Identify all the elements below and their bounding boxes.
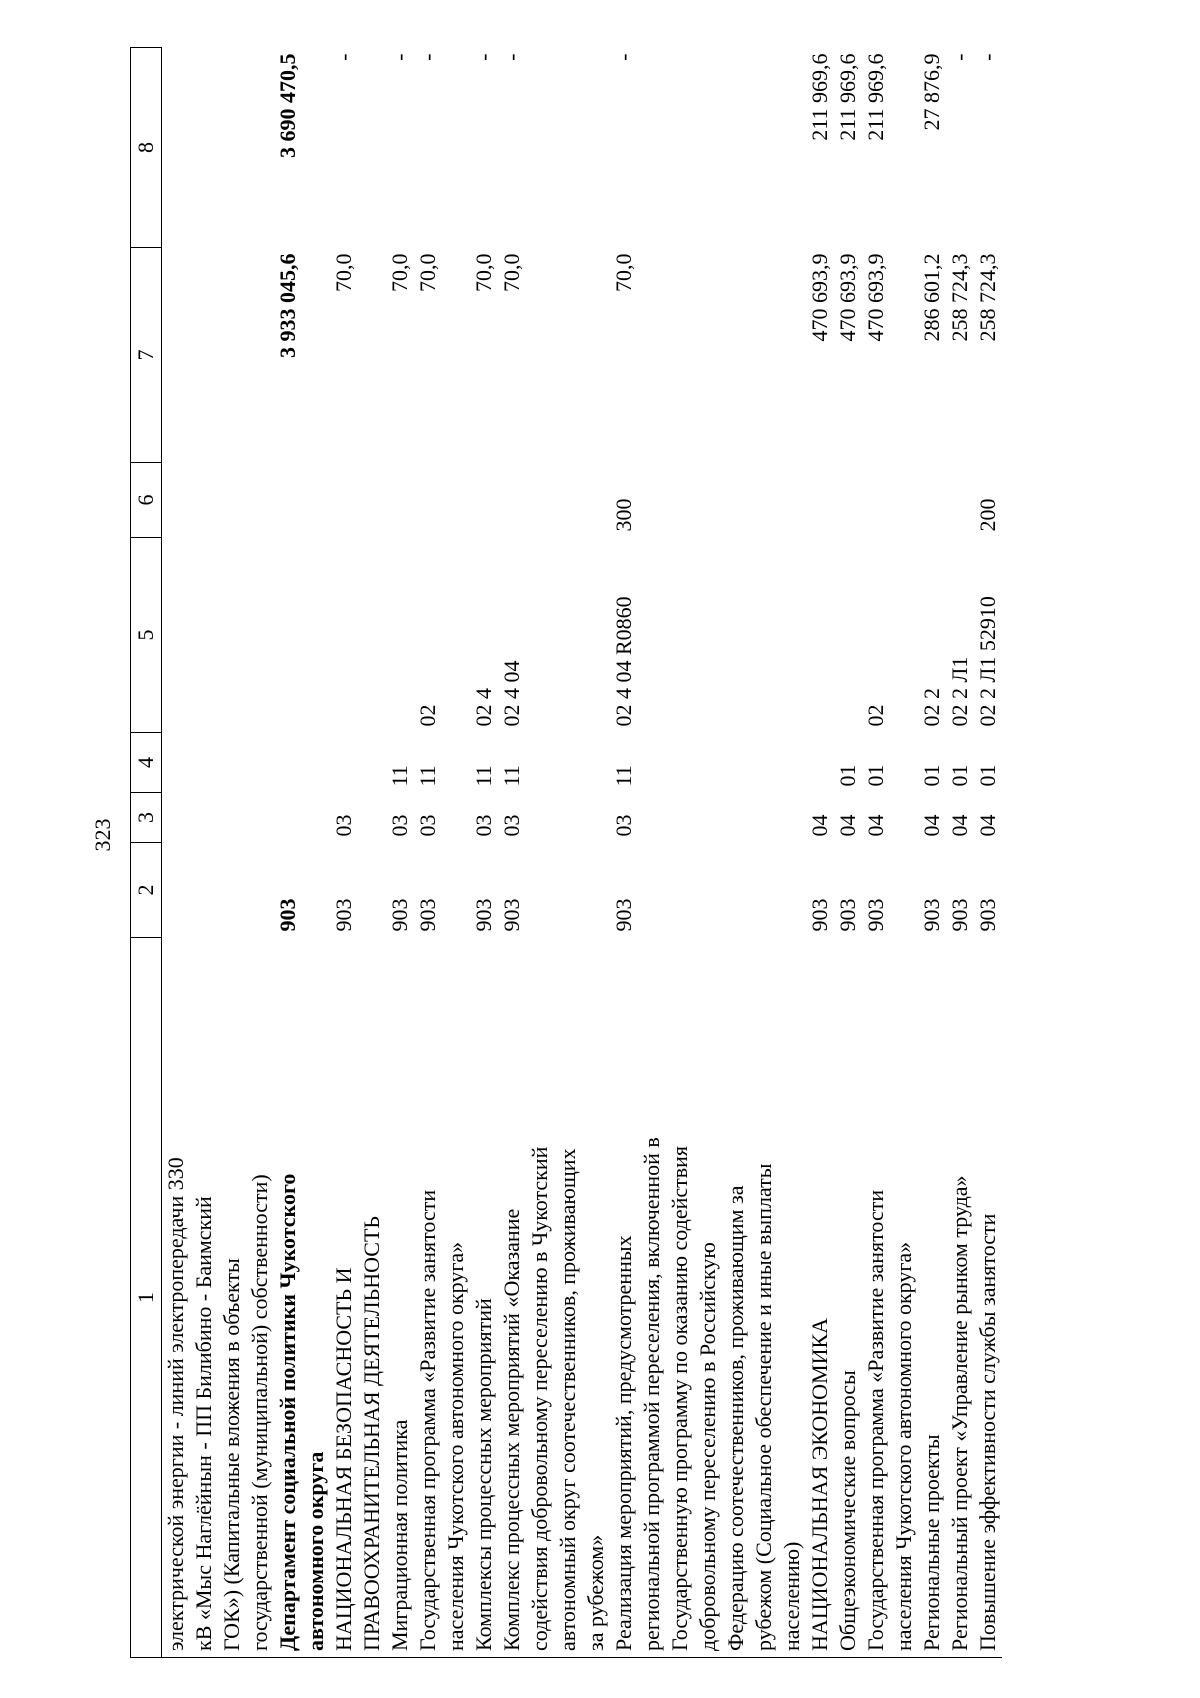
cell-c2: 903 (863, 898, 888, 932)
cell-c3 (526, 793, 554, 843)
cell-c4 (442, 733, 470, 793)
table-row (666, 48, 694, 1658)
row-label: кВ «Мыс Наглёйнын - ПП Билибино - Баимский (190, 938, 218, 1658)
column-header-6: 6 (131, 463, 162, 538)
row-label: региональной программой переселения, включенной в (638, 938, 666, 1658)
cell-c4 (162, 733, 191, 793)
cell-c5 (274, 538, 302, 733)
cell-c3: 04 (835, 814, 860, 837)
cell-c6 (582, 463, 610, 538)
cell-c2: 903 (919, 898, 944, 932)
cell-c8 (246, 48, 274, 248)
table-row (834, 48, 862, 1658)
column-header-4: 4 (131, 733, 162, 793)
cell-c2 (638, 843, 666, 938)
row-label: Федерацию соотечественников, проживающим за (722, 938, 750, 1658)
cell-c8: - (611, 53, 636, 61)
cell-c4 (890, 733, 918, 793)
row-label: Департамент социальной политики Чукотского (274, 938, 302, 1658)
cell-c4 (750, 733, 778, 793)
cell-c8: - (499, 53, 524, 61)
table-row (190, 48, 218, 1658)
table-header (131, 48, 162, 1658)
row-label: добровольному переселению в Российскую (694, 938, 722, 1658)
cell-c2: 903 (499, 898, 524, 932)
cell-c2 (358, 843, 386, 938)
table-row (778, 48, 806, 1658)
cell-c5 (722, 538, 750, 733)
row-label: автономный округ соотечественников, проживающих (554, 938, 582, 1658)
row-label: Региональные проекты (918, 938, 946, 1658)
cell-c6 (918, 463, 946, 538)
cell-c5 (554, 538, 582, 733)
cell-c5 (386, 538, 414, 733)
cell-c6 (190, 463, 218, 538)
cell-c2 (246, 843, 274, 938)
cell-c2: 903 (331, 898, 356, 932)
cell-c6 (554, 463, 582, 538)
cell-c3: 04 (919, 814, 944, 837)
cell-c2 (190, 843, 218, 938)
cell-c7 (694, 248, 722, 463)
cell-c7: 70,0 (331, 253, 356, 292)
cell-c4 (554, 733, 582, 793)
column-header-2: 2 (131, 843, 162, 938)
cell-c6 (834, 463, 862, 538)
cell-c8 (218, 48, 246, 248)
cell-c8 (722, 48, 750, 248)
cell-c7: 286 601,2 (919, 253, 944, 342)
cell-c4 (526, 733, 554, 793)
column-header-1: 1 (131, 938, 162, 1658)
table-row (498, 48, 526, 1658)
cell-c5: 02 4 04 (499, 660, 524, 727)
cell-c6 (946, 463, 974, 538)
cell-c7 (582, 248, 610, 463)
row-label: содействия добровольному переселению в Чукотский (526, 938, 554, 1658)
cell-c7 (358, 248, 386, 463)
cell-c2: 903 (471, 898, 496, 932)
column-header-7: 7 (131, 248, 162, 463)
cell-c2 (526, 843, 554, 938)
row-label: за рубежом» (582, 938, 610, 1658)
cell-c4 (218, 733, 246, 793)
cell-c6 (778, 463, 806, 538)
cell-c3: 03 (499, 814, 524, 837)
cell-c3 (694, 793, 722, 843)
cell-c7 (554, 248, 582, 463)
table-row (862, 48, 890, 1658)
cell-c4: 11 (611, 765, 636, 787)
cell-c4 (274, 733, 302, 793)
table-row (946, 48, 974, 1658)
row-label: Государственная программа «Развитие занятости (862, 938, 890, 1658)
cell-c3: 03 (387, 814, 412, 837)
cell-c3: 03 (331, 814, 356, 837)
cell-c4: 01 (863, 764, 888, 787)
cell-c3: 03 (415, 814, 440, 837)
table-row (358, 48, 386, 1658)
cell-c2: 903 (415, 898, 440, 932)
cell-c6: 200 (975, 498, 1000, 532)
cell-c8 (162, 48, 191, 248)
cell-c4 (582, 733, 610, 793)
table-row (974, 48, 1002, 1658)
cell-c3 (638, 793, 666, 843)
cell-c3 (358, 793, 386, 843)
cell-c8 (358, 48, 386, 248)
row-label: Государственную программу по оказанию содействия (666, 938, 694, 1658)
cell-c5: 02 2 Л1 52910 (975, 596, 1000, 727)
cell-c5: 02 2 Л1 (947, 656, 972, 727)
cell-c8 (778, 48, 806, 248)
cell-c7 (162, 248, 191, 463)
cell-c7 (442, 248, 470, 463)
row-label: Миграционная политика (386, 938, 414, 1658)
table-row (470, 48, 498, 1658)
cell-c5 (358, 538, 386, 733)
cell-c2 (694, 843, 722, 938)
cell-c4: 01 (975, 764, 1000, 787)
cell-c8 (890, 48, 918, 248)
cell-c2: 903 (611, 898, 636, 932)
row-label: Комплексы процессных мероприятий (470, 938, 498, 1658)
cell-c6 (666, 463, 694, 538)
cell-c7 (302, 248, 330, 463)
cell-c5 (218, 538, 246, 733)
cell-c4 (722, 733, 750, 793)
cell-c3 (666, 793, 694, 843)
cell-c7 (778, 248, 806, 463)
cell-c6 (862, 463, 890, 538)
cell-c8: - (975, 53, 1000, 61)
cell-c2 (554, 843, 582, 938)
cell-c2 (302, 843, 330, 938)
cell-c6 (470, 463, 498, 538)
cell-c7 (666, 248, 694, 463)
cell-c5: 02 2 (919, 688, 944, 727)
table-row (610, 48, 638, 1658)
cell-c7 (218, 248, 246, 463)
cell-c8 (666, 48, 694, 248)
cell-c7 (526, 248, 554, 463)
cell-c4: 11 (499, 765, 524, 787)
table-row (526, 48, 554, 1658)
cell-c7 (890, 248, 918, 463)
cell-c7: 258 724,3 (947, 253, 972, 342)
cell-c3 (302, 793, 330, 843)
cell-c6 (638, 463, 666, 538)
cell-c4 (330, 733, 358, 793)
row-label: Реализация мероприятий, предусмотренных (610, 938, 638, 1658)
cell-c6 (274, 463, 302, 538)
cell-c8: 211 969,6 (863, 53, 888, 141)
cell-c4 (806, 733, 834, 793)
cell-c5 (778, 538, 806, 733)
cell-c2 (162, 843, 191, 938)
cell-c2: 903 (807, 898, 832, 932)
cell-c5 (330, 538, 358, 733)
cell-c6 (526, 463, 554, 538)
cell-c4: 01 (947, 764, 972, 787)
cell-c6: 300 (611, 498, 636, 532)
cell-c3 (218, 793, 246, 843)
cell-c5 (750, 538, 778, 733)
cell-c7: 470 693,9 (835, 253, 860, 342)
cell-c4 (246, 733, 274, 793)
cell-c3 (162, 793, 191, 843)
cell-c8: - (415, 53, 440, 61)
cell-c7: 258 724,3 (975, 253, 1000, 342)
cell-c5 (666, 538, 694, 733)
row-label: государственной (муниципальной) собственности) (246, 938, 274, 1658)
cell-c8 (302, 48, 330, 248)
cell-c5 (834, 538, 862, 733)
cell-c6 (246, 463, 274, 538)
cell-c5 (806, 538, 834, 733)
row-label: Повышение эффективности службы занятости (974, 938, 1002, 1658)
cell-c4 (666, 733, 694, 793)
cell-c5 (190, 538, 218, 733)
cell-c5 (246, 538, 274, 733)
cell-c4 (190, 733, 218, 793)
cell-c4: 11 (415, 765, 440, 787)
cell-c8 (638, 48, 666, 248)
cell-c7: 70,0 (499, 253, 524, 292)
cell-c7 (638, 248, 666, 463)
cell-c8 (554, 48, 582, 248)
cell-c4: 11 (471, 765, 496, 787)
table-row (806, 48, 834, 1658)
row-label: рубежом (Социальное обеспечение и иные выплаты (750, 938, 778, 1658)
table-row (694, 48, 722, 1658)
table-row (750, 48, 778, 1658)
cell-c7 (246, 248, 274, 463)
cell-c7: 3 933 045,6 (275, 253, 300, 358)
cell-c3 (722, 793, 750, 843)
cell-c3: 04 (807, 814, 832, 837)
cell-c4: 01 (919, 764, 944, 787)
cell-c5 (526, 538, 554, 733)
cell-c8: - (471, 53, 496, 61)
table-row (582, 48, 610, 1658)
cell-c6 (694, 463, 722, 538)
cell-c7: 470 693,9 (863, 253, 888, 342)
cell-c8: - (331, 53, 356, 61)
page-number: 323 (90, 818, 115, 852)
cell-c5: 02 (863, 704, 888, 727)
row-label: НАЦИОНАЛЬНАЯ ЭКОНОМИКА (806, 938, 834, 1658)
row-label: населения Чукотского автономного округа» (890, 938, 918, 1658)
cell-c6 (750, 463, 778, 538)
header-row (131, 48, 162, 1658)
table-row (554, 48, 582, 1658)
cell-c8 (190, 48, 218, 248)
cell-c5 (302, 538, 330, 733)
cell-c5 (694, 538, 722, 733)
cell-c2 (722, 843, 750, 938)
table-row (722, 48, 750, 1658)
cell-c7: 70,0 (611, 253, 636, 292)
row-label: электрической энергии - линий электропередачи 330 (162, 938, 191, 1658)
cell-c3: 03 (611, 814, 636, 837)
row-label: населению) (778, 938, 806, 1658)
cell-c3 (582, 793, 610, 843)
cell-c8 (750, 48, 778, 248)
cell-c7 (750, 248, 778, 463)
cell-c6 (358, 463, 386, 538)
cell-c2 (442, 843, 470, 938)
column-header-8: 8 (131, 48, 162, 248)
cell-c6 (386, 463, 414, 538)
cell-c3 (246, 793, 274, 843)
cell-c3: 04 (947, 814, 972, 837)
cell-c3: 04 (863, 814, 888, 837)
row-label: НАЦИОНАЛЬНАЯ БЕЗОПАСНОСТЬ И (330, 938, 358, 1658)
cell-c3 (750, 793, 778, 843)
cell-c6 (218, 463, 246, 538)
table-row (414, 48, 442, 1658)
table-body (162, 48, 1003, 1658)
cell-c6 (330, 463, 358, 538)
cell-c3 (890, 793, 918, 843)
cell-c3 (274, 793, 302, 843)
row-label: населения Чукотского автономного округа» (442, 938, 470, 1658)
cell-c4 (302, 733, 330, 793)
cell-c2 (890, 843, 918, 938)
column-header-5: 5 (131, 538, 162, 733)
table-row (890, 48, 918, 1658)
cell-c4 (358, 733, 386, 793)
row-label: ПРАВООХРАНИТЕЛЬНАЯ ДЕЯТЕЛЬНОСТЬ (358, 938, 386, 1658)
cell-c8 (442, 48, 470, 248)
table-row (918, 48, 946, 1658)
cell-c7 (190, 248, 218, 463)
cell-c8: 211 969,6 (835, 53, 860, 141)
cell-c2 (778, 843, 806, 938)
cell-c5 (890, 538, 918, 733)
cell-c4: 11 (387, 765, 412, 787)
cell-c8: - (387, 53, 412, 61)
column-header-3: 3 (131, 793, 162, 843)
table-row (302, 48, 330, 1658)
cell-c8: 27 876,9 (919, 53, 944, 131)
cell-c8: 3 690 470,5 (275, 53, 300, 158)
row-label: Государственная программа «Развитие занятости (414, 938, 442, 1658)
cell-c7: 70,0 (415, 253, 440, 292)
cell-c2 (582, 843, 610, 938)
cell-c2: 903 (975, 898, 1000, 932)
table-row (386, 48, 414, 1658)
cell-c7 (722, 248, 750, 463)
table-row (638, 48, 666, 1658)
cell-c6 (414, 463, 442, 538)
table-row (330, 48, 358, 1658)
cell-c3: 03 (471, 814, 496, 837)
cell-c3 (778, 793, 806, 843)
budget-table (130, 47, 1002, 1658)
cell-c6 (722, 463, 750, 538)
row-label: Региональный проект «Управление рынком труда» (946, 938, 974, 1658)
cell-c6 (890, 463, 918, 538)
table-row (246, 48, 274, 1658)
cell-c3 (442, 793, 470, 843)
row-label: ГОК») (Капитальные вложения в объекты (218, 938, 246, 1658)
cell-c8: 211 969,6 (807, 53, 832, 141)
table-row (162, 48, 191, 1658)
cell-c2: 903 (387, 898, 412, 932)
table-row (218, 48, 246, 1658)
cell-c8 (582, 48, 610, 248)
cell-c4 (638, 733, 666, 793)
cell-c4 (778, 733, 806, 793)
cell-c3 (554, 793, 582, 843)
cell-c2: 903 (835, 898, 860, 932)
cell-c6 (498, 463, 526, 538)
cell-c5: 02 4 04 R0860 (611, 596, 636, 727)
cell-c6 (442, 463, 470, 538)
cell-c5: 02 4 (471, 688, 496, 727)
cell-c7: 70,0 (471, 253, 496, 292)
cell-c5: 02 (415, 704, 440, 727)
cell-c5 (638, 538, 666, 733)
cell-c8 (694, 48, 722, 248)
cell-c6 (806, 463, 834, 538)
cell-c7: 470 693,9 (807, 253, 832, 342)
cell-c2 (750, 843, 778, 938)
cell-c3 (190, 793, 218, 843)
row-label: Общеэкономические вопросы (834, 938, 862, 1658)
cell-c7: 70,0 (387, 253, 412, 292)
cell-c6 (162, 463, 191, 538)
cell-c4 (694, 733, 722, 793)
cell-c3: 04 (975, 814, 1000, 837)
cell-c2 (666, 843, 694, 938)
cell-c5 (582, 538, 610, 733)
table-row (442, 48, 470, 1658)
cell-c5 (442, 538, 470, 733)
row-label: автономного округа (302, 938, 330, 1658)
cell-c2 (218, 843, 246, 938)
cell-c5 (162, 538, 191, 733)
cell-c6 (302, 463, 330, 538)
budget-table-wrapper (130, 48, 1130, 1658)
cell-c8: - (947, 53, 972, 61)
row-label: Комплекс процессных мероприятий «Оказание (498, 938, 526, 1658)
cell-c8 (526, 48, 554, 248)
table-row (274, 48, 302, 1658)
cell-c2: 903 (947, 898, 972, 932)
cell-c4: 01 (835, 764, 860, 787)
cell-c2: 903 (275, 898, 300, 932)
